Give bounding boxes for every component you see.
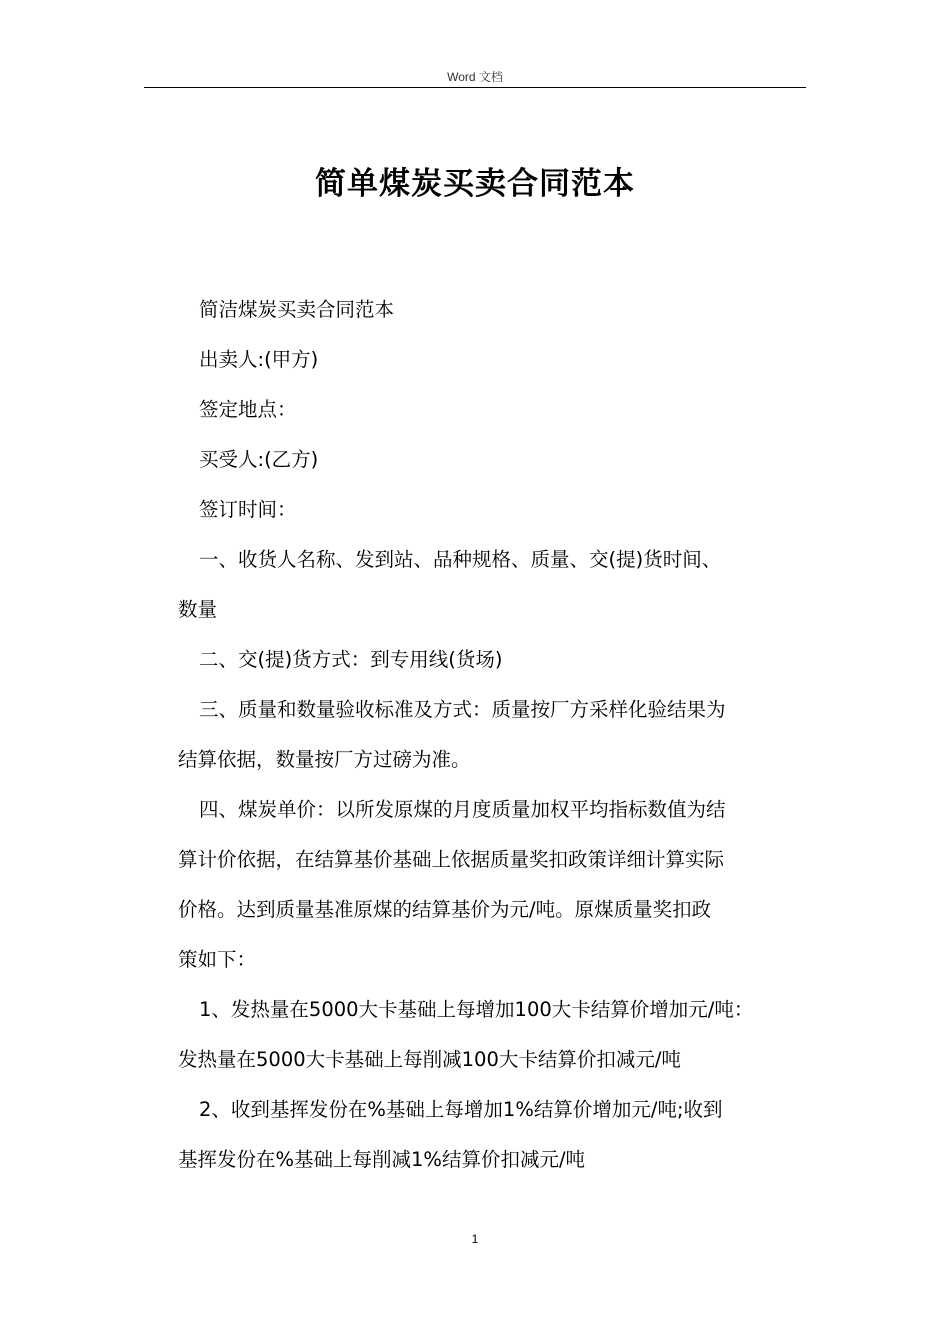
paragraph-line: 结算依据，数量按厂方过磅为准。 [178,748,471,771]
paragraph-line: 买受人:(乙方) [199,448,319,471]
paragraph-line: 三、质量和数量验收标准及方式：质量按厂方采样化验结果为 [199,698,726,721]
paragraph-line: 一、收货人名称、发到站、品种规格、质量、交(提)货时间、 [199,548,722,571]
header-divider [144,87,806,88]
paragraph-line: 四、煤炭单价：以所发原煤的月度质量加权平均指标数值为结 [199,798,726,821]
paragraph-line: 基挥发份在%基础上每削减1%结算价扣减元/吨 [178,1148,586,1171]
document-body [178,292,808,1192]
paragraph-line: 算计价依据，在结算基价基础上依据质量奖扣政策详细计算实际 [178,848,725,871]
paragraph-line: 二、交(提)货方式：到专用线(货场) [199,648,503,671]
page-number: 1 [471,1232,479,1246]
paragraph-line: 签订时间： [199,498,297,521]
paragraph-line: 价格。达到质量基准原煤的结算基价为元/吨。原煤质量奖扣政 [178,898,712,921]
page-header: Word 文档 [447,70,503,84]
paragraph-line: 数量 [178,598,218,621]
paragraph-line: 出卖人:(甲方) [199,348,319,371]
document-title: 简单煤炭买卖合同范本 [315,166,635,202]
paragraph-line: 2、收到基挥发份在%基础上每增加1%结算价增加元/吨;收到 [199,1098,723,1121]
paragraph-line: 1、发热量在5000大卡基础上每增加100大卡结算价增加元/吨： [199,998,754,1021]
paragraph-line: 简洁煤炭买卖合同范本 [199,298,395,321]
paragraph-line: 发热量在5000大卡基础上每削减100大卡结算价扣减元/吨 [178,1048,681,1071]
paragraph-line: 签定地点： [199,398,297,421]
paragraph-line: 策如下： [178,948,257,971]
